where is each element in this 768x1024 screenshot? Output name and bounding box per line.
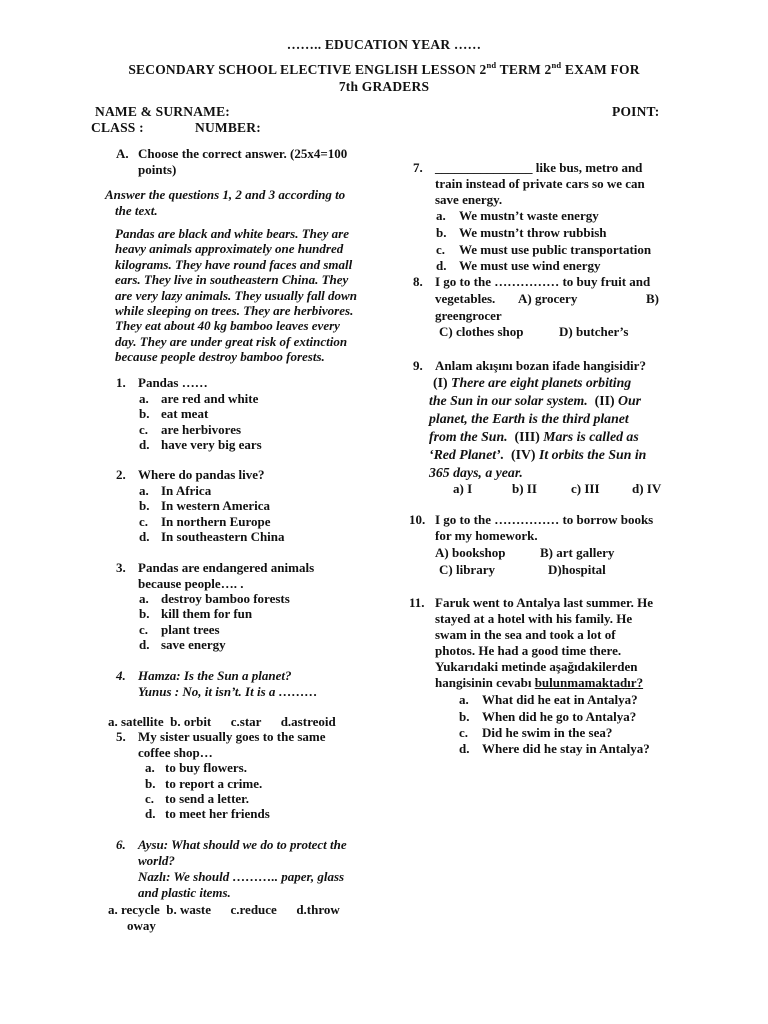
question-number: 4.: [116, 668, 126, 683]
stem-underlined: bulunmamaktadır?: [534, 675, 644, 690]
number-label: NUMBER:: [195, 120, 261, 135]
stem-line: photos. He had a good time there.: [435, 643, 622, 658]
question-number: 1.: [116, 375, 126, 390]
stem-line: I go to the …………… to borrow books: [435, 512, 654, 527]
passage-line: heavy animals approximately one hundred: [115, 241, 344, 257]
option-text: We mustn’t waste energy: [459, 208, 599, 223]
option-d: d) IV: [632, 481, 662, 496]
passage-line: They eat about 40 kg bamboo leaves every: [115, 318, 340, 334]
dialogue: [138, 668, 318, 700]
option-text: destroy bamboo forests: [161, 591, 290, 606]
option-text: In Africa: [161, 483, 212, 498]
option-letter: b.: [139, 406, 150, 421]
option-text: eat meat: [161, 406, 209, 421]
option-text: to meet her friends: [165, 806, 270, 821]
option-text: In western America: [161, 498, 271, 513]
title-sup: nd: [486, 60, 497, 70]
option-letter: a.: [145, 760, 155, 775]
stem-line: train instead of private cars so we can: [435, 176, 645, 191]
statement-marker: (III): [507, 429, 544, 444]
question-number: 5.: [116, 729, 126, 744]
option-text: Where did he stay in Antalya?: [482, 741, 650, 756]
passage-line: ears. They live in southeastern China. They: [115, 272, 349, 288]
question-stem: Anlam akışını bozan ifade hangisidir?: [435, 358, 646, 373]
question-number: 2.: [116, 467, 126, 482]
option-letter: a.: [139, 483, 149, 498]
option-text: save energy: [161, 637, 226, 652]
question-number: 11.: [409, 595, 425, 610]
question-stem: [138, 729, 326, 761]
option-c: C) clothes shop: [439, 324, 524, 339]
dialogue-line: Yunus : No, it isn’t. It is a ………: [138, 684, 318, 699]
instruction-line: Choose the correct answer. (25x4=100: [138, 146, 348, 161]
exam-title-line2: 7th GRADERS: [338, 79, 430, 94]
statement-text: from the Sun.: [429, 429, 508, 444]
instruction-line: points): [138, 162, 177, 177]
option-b-text: greengrocer: [435, 308, 502, 323]
option-letter: c.: [459, 725, 469, 740]
question-number: 3.: [116, 560, 126, 575]
stem-line: for my homework.: [435, 528, 538, 543]
dialogue-line: Nazlı: We should ……….. paper, glass: [138, 869, 345, 884]
question-stem: I go to the …………… to buy fruit and: [435, 274, 651, 289]
option-text: kill them for fun: [161, 606, 253, 621]
option-letter: a.: [139, 591, 149, 606]
dialogue: [138, 837, 347, 901]
passage-line: day. They are under great risk of extinction: [115, 333, 348, 349]
statement-text: planet, the Earth is the third planet: [429, 411, 629, 426]
passage-line: Pandas are black and white bears. They are: [115, 226, 349, 241]
option-a: A) grocery: [518, 291, 578, 306]
stem-line: Pandas are endangered animals: [138, 560, 315, 575]
statement-text: ‘Red Planet’.: [429, 447, 505, 462]
options-row-continued: oway: [127, 918, 156, 933]
question-number: 8.: [413, 274, 423, 289]
statement-line: [429, 410, 646, 428]
option-letter: b.: [139, 498, 150, 513]
statements: [429, 374, 647, 482]
option-text: We must use public transportation: [459, 242, 652, 257]
option-text: have very big ears: [161, 437, 262, 452]
dialogue-line: Hamza: Is the Sun a planet?: [138, 668, 292, 683]
option-a: A) bookshop: [435, 545, 506, 560]
option-letter: d.: [436, 258, 447, 273]
exam-title: [0, 62, 768, 78]
option-letter: a.: [436, 208, 446, 223]
option-letter: c.: [436, 242, 446, 257]
passage-line: because people destroy bamboo forests.: [115, 349, 325, 365]
option-letter: d.: [139, 529, 150, 544]
option-letter: b.: [145, 776, 156, 791]
option-text: to buy flowers.: [165, 760, 247, 775]
instruction-line: the text.: [115, 203, 158, 218]
question-number: 9.: [413, 358, 423, 373]
question-stem: [435, 595, 653, 691]
option-text: We must use wind energy: [459, 258, 601, 273]
option-text: Did he swim in the sea?: [482, 725, 613, 740]
option-text: We mustn’t throw rubbish: [459, 225, 607, 240]
option-letter: b.: [436, 225, 447, 240]
statement-line: [433, 374, 646, 392]
statement-text: Our: [618, 393, 642, 408]
title-text: TERM 2: [496, 62, 552, 77]
option-text: In southeastern China: [161, 529, 285, 544]
stem-line: _______________ like bus, metro and: [435, 160, 643, 175]
statement-text: Mars is called as: [543, 429, 639, 444]
passage-line: kilograms. They have round faces and small: [115, 256, 353, 272]
stem-text: vegetables.: [435, 291, 496, 306]
stem-line: because people…. .: [138, 576, 244, 591]
option-c: c) III: [571, 481, 600, 496]
statement-text: It orbits the Sun in: [538, 447, 647, 462]
option-letter: d.: [139, 637, 150, 652]
option-letter: c.: [139, 514, 149, 529]
statement-marker: (II): [587, 393, 618, 408]
option-letter: b.: [139, 606, 150, 621]
statement-line: [429, 428, 646, 446]
options-row: a. recycle b. waste c.reduce d.throw: [108, 902, 340, 917]
option-text: are herbivores: [161, 422, 242, 437]
reading-instruction: [105, 187, 345, 219]
option-d: D)hospital: [548, 562, 606, 577]
class-label: CLASS :: [91, 120, 144, 135]
education-year-line: …….. EDUCATION YEAR ……: [286, 37, 482, 52]
question-stem: Pandas ……: [138, 375, 208, 390]
dialogue-line: and plastic items.: [138, 885, 231, 900]
option-b-letter: B): [646, 291, 659, 306]
stem-line: stayed at a hotel with his family. He: [435, 611, 633, 626]
option-text: to send a letter.: [165, 791, 250, 806]
question-number: 10.: [409, 512, 426, 527]
question-stem: [435, 160, 645, 208]
stem-line: coffee shop…: [138, 745, 213, 760]
option-text: What did he eat in Antalya?: [482, 692, 638, 707]
option-letter: d.: [459, 741, 470, 756]
option-c: C) library: [439, 562, 495, 577]
title-text: EXAM FOR: [561, 62, 640, 77]
statement-text: the Sun in our solar system.: [429, 393, 588, 408]
statement-line: [429, 464, 646, 482]
passage-line: while sleeping on trees. They are herbivores.: [115, 303, 354, 319]
option-letter: d.: [139, 437, 150, 452]
option-text: to report a crime.: [165, 776, 263, 791]
question-number: 6.: [116, 837, 126, 852]
stem-line: swam in the sea and took a lot of: [435, 627, 616, 642]
option-d: D) butcher’s: [559, 324, 629, 339]
stem-text: hangisinin cevabı: [435, 675, 535, 690]
statement-marker: (IV): [504, 447, 539, 462]
option-text: When did he go to Antalya?: [482, 709, 637, 724]
dialogue-line: Aysu: What should we do to protect the: [138, 837, 347, 852]
option-text: In northern Europe: [161, 514, 271, 529]
instruction-line: Answer the questions 1, 2 and 3 according to: [105, 187, 346, 202]
point-label: POINT:: [612, 104, 660, 119]
option-letter: b.: [459, 709, 470, 724]
question-stem: [138, 560, 314, 592]
title-sup: nd: [551, 60, 562, 70]
options-row: a. satellite b. orbit c.star d.astreoid: [108, 714, 336, 729]
option-letter: c.: [139, 622, 149, 637]
option-b: B) art gallery: [540, 545, 615, 560]
option-letter: d.: [145, 806, 156, 821]
passage-line: are very lazy animals. They usually fall down: [115, 287, 357, 303]
statement-line: [429, 446, 646, 464]
stem-line: save energy.: [435, 192, 503, 207]
option-b: b) II: [512, 481, 537, 496]
stem-line: My sister usually goes to the same: [138, 729, 326, 744]
option-letter: a.: [139, 391, 149, 406]
section-a-letter: A.: [116, 146, 129, 161]
statement-line: [429, 392, 646, 410]
reading-passage: [115, 226, 357, 365]
question-stem: Where do pandas live?: [138, 467, 265, 482]
section-a-instruction: [138, 146, 347, 178]
dialogue-line: world?: [138, 853, 175, 868]
stem-line: Faruk went to Antalya last summer. He: [435, 595, 653, 610]
option-letter: c.: [145, 791, 155, 806]
statement-text: There are eight planets orbiting: [451, 375, 632, 390]
option-letter: c.: [139, 422, 149, 437]
statement-marker: (I): [433, 375, 452, 390]
stem-line: Yukarıdaki metinde aşağıdakilerden: [435, 659, 638, 674]
question-stem: [435, 512, 653, 544]
option-text: are red and white: [161, 391, 259, 406]
option-text: plant trees: [161, 622, 220, 637]
statement-text: 365 days, a year.: [429, 465, 523, 480]
name-label: NAME & SURNAME:: [95, 104, 230, 119]
option-letter: a.: [459, 692, 469, 707]
question-number: 7.: [413, 160, 423, 175]
option-a: a) I: [453, 481, 473, 496]
stem-line: [435, 675, 653, 691]
title-text: SECONDARY SCHOOL ELECTIVE ENGLISH LESSON 2: [128, 62, 487, 77]
